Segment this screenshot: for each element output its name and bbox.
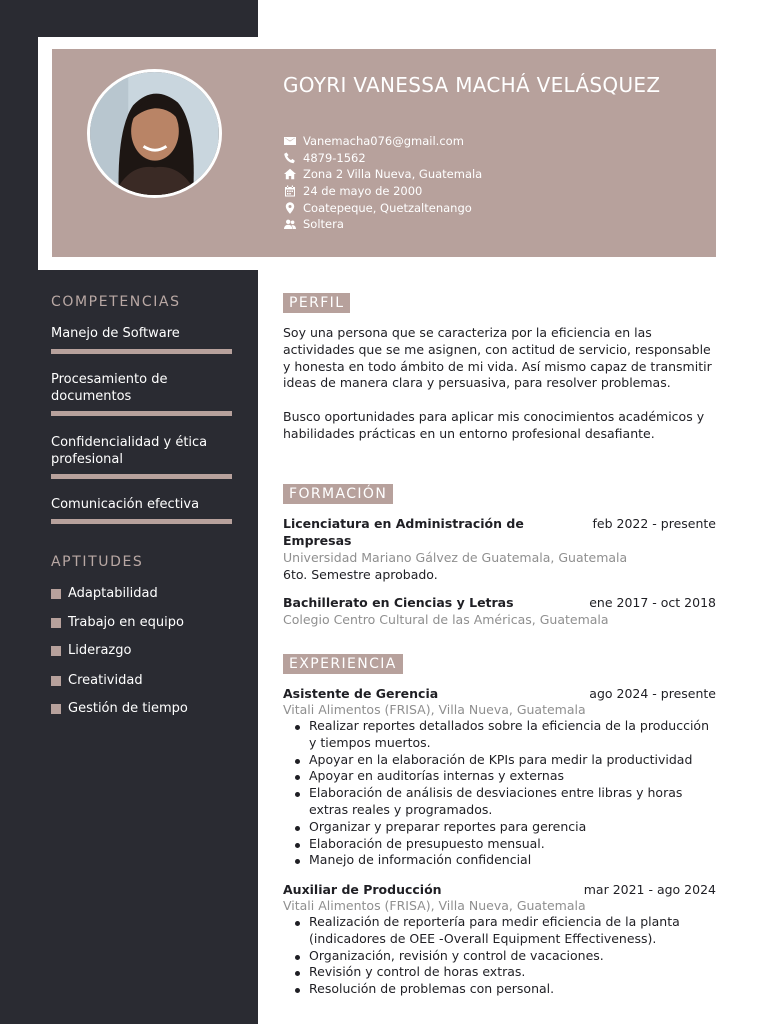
contact-origin (283, 199, 482, 216)
experiencia-entry-date: ago 2024 - presente (589, 686, 716, 701)
competencias-title: COMPETENCIAS (51, 294, 181, 310)
contact-email (283, 133, 482, 150)
competencia-item: Procesamiento de documentos (51, 372, 168, 404)
experiencia-company: Vitali Alimentos (FRISA), Villa Nueva, Guatemala (283, 702, 586, 717)
aptitud-label: Trabajo en equipo (68, 615, 184, 630)
competencia-bar (51, 411, 232, 416)
contact-marital-status-text: Soltera (303, 217, 344, 232)
list-item: Apoyar en la elaboración de KPIs para medir la productividad (295, 752, 720, 769)
list-item: Resolución de problemas con personal. (295, 981, 720, 998)
competencia-item: Confidencialidad y ética profesional (51, 435, 208, 467)
perfil-title: PERFIL (283, 293, 350, 313)
contact-birthdate-text: 24 de mayo de 2000 (303, 184, 423, 199)
location-pin-icon (283, 202, 297, 214)
aptitud-label: Creatividad (68, 673, 143, 688)
square-bullet-icon (51, 676, 61, 686)
contact-address (283, 166, 482, 183)
users-icon (283, 218, 297, 230)
formacion-institution: Colegio Centro Cultural de las Américas, Guatemala (283, 612, 609, 627)
competencia-item: Manejo de Software (51, 326, 180, 341)
calendar-icon (283, 185, 297, 197)
square-bullet-icon (51, 589, 61, 599)
formacion-title: FORMACIÓN (283, 484, 393, 504)
contact-address-text: Zona 2 Villa Nueva, Guatemala (303, 167, 483, 182)
list-item: Manejo de información confidencial (295, 852, 720, 869)
list-item: Apoyar en auditorías internas y externas (295, 768, 720, 785)
square-bullet-icon (51, 618, 61, 628)
competencia-bar (51, 519, 232, 524)
experiencia-company: Vitali Alimentos (FRISA), Villa Nueva, Guatemala (283, 898, 586, 913)
aptitud-label: Adaptabilidad (68, 586, 158, 601)
aptitudes-title: APTITUDES (51, 554, 144, 570)
experiencia-entry-date: mar 2021 - ago 2024 (583, 882, 716, 897)
aptitud-label: Liderazgo (68, 643, 132, 658)
full-name: GOYRI VANESSA MACHÁ VELÁSQUEZ (283, 73, 661, 97)
formacion-entry-date: feb 2022 - presente (592, 516, 716, 531)
experiencia-entry-title: Asistente de Gerencia (283, 686, 439, 701)
experiencia-entry-title: Auxiliar de Producción (283, 882, 442, 897)
aptitud-item (51, 586, 158, 601)
list-item: Organizar y preparar reportes para gerencia (295, 819, 720, 836)
formacion-entry-date: ene 2017 - oct 2018 (589, 595, 716, 610)
list-item: Elaboración de análisis de desviaciones entre libras y horas extras reales y programados. (295, 785, 720, 819)
formacion-entry-title: Bachillerato en Ciencias y Letras (283, 595, 514, 610)
home-icon (283, 168, 297, 180)
experiencia-bullet-list (295, 718, 720, 869)
profile-photo (87, 69, 222, 198)
contact-phone (283, 150, 482, 167)
aptitud-label: Gestión de tiempo (68, 701, 188, 716)
perfil-paragraph: Busco oportunidades para aplicar mis conocimientos académicos y habilidades prácticas en un entorno profesional desafiante. (283, 409, 705, 441)
formacion-note: 6to. Semestre aprobado. (283, 567, 438, 582)
perfil-paragraph: Soy una persona que se caracteriza por la eficiencia en las actividades que se me asignen, con actitud de servicio, responsable y honesta en todo ámbito de mi vida. Así mismo capaz de transmitir ideas de manera clara y persuasiva, para resolver problemas. (283, 325, 712, 391)
competencia-item: Comunicación efectiva (51, 497, 200, 512)
envelope-icon (283, 135, 297, 147)
list-item: Elaboración de presupuesto mensual. (295, 836, 720, 853)
experiencia-bullet-list (295, 914, 720, 998)
contact-email-text: Vanemacha076@gmail.com (303, 134, 464, 149)
list-item: Organización, revisión y control de vacaciones. (295, 948, 720, 965)
competencia-bar (51, 349, 232, 354)
phone-icon (283, 152, 297, 164)
square-bullet-icon (51, 704, 61, 714)
contact-origin-text: Coatepeque, Quetzaltenango (303, 200, 472, 215)
formacion-entry-title: Licenciatura en Administración de Empresas (283, 516, 524, 548)
contact-birthdate (283, 183, 482, 200)
list-item: Realizar reportes detallados sobre la eficiencia de la producción y tiempos muertos. (295, 718, 720, 752)
contact-marital-status (283, 216, 482, 233)
list-item: Realización de reportería para medir eficiencia de la planta (indicadores de OEE -Overall Equipment Effectiveness). (295, 914, 720, 948)
square-bullet-icon (51, 646, 61, 656)
list-item: Revisión y control de horas extras. (295, 964, 720, 981)
aptitud-item (51, 701, 188, 716)
aptitud-item (51, 615, 184, 630)
competencia-bar (51, 474, 232, 479)
contact-list (283, 133, 482, 233)
aptitud-item (51, 643, 131, 658)
experiencia-title: EXPERIENCIA (283, 654, 403, 674)
aptitud-item (51, 673, 143, 688)
contact-phone-text: 4879-1562 (303, 150, 366, 165)
formacion-institution: Universidad Mariano Gálvez de Guatemala, Guatemala (283, 550, 628, 565)
